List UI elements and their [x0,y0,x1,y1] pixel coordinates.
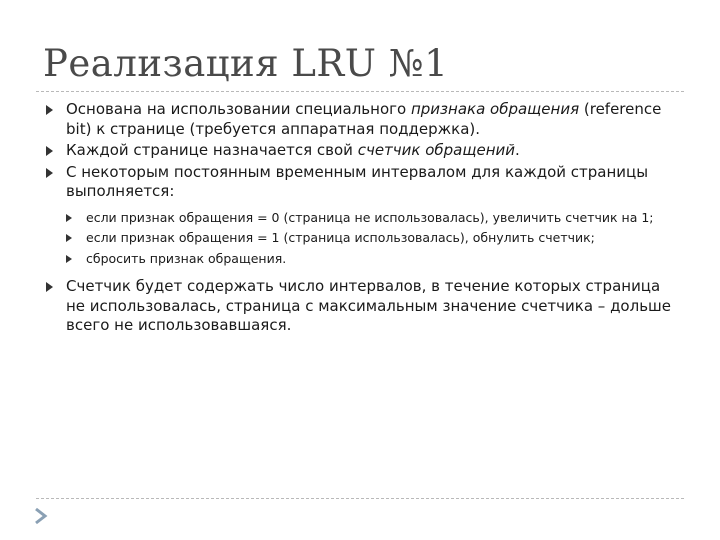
bullet-item-1 [44,100,684,139]
bullet-item-4 [44,277,684,336]
sub-bullet-item-1 [64,210,684,227]
chevron-corner-icon [33,506,49,526]
sub-bullet-text: если признак обращения = 0 (страница не использовалась), увеличить счетчик на 1; [86,209,654,225]
footer-divider [36,498,684,499]
bullet-text: Основана на использовании специального признака обращения (reference bit) к странице (требуется аппаратная поддержка). [66,100,662,138]
bullet-text: С некоторым постоянным временным интервалом для каждой страницы выполняется: [66,162,649,200]
bullet-text: Каждой странице назначается свой счетчик обращений. [66,141,520,159]
triangle-bullet-icon [46,146,53,156]
triangle-bullet-icon [66,214,72,222]
sub-bullet-list [44,210,684,268]
sub-bullet-item-3 [64,251,684,268]
sub-bullet-text: сбросить признак обращения. [86,250,287,266]
slide-content [44,100,684,338]
bullet-text: Счетчик будет содержать число интервалов, в течение которых страница не использовалась, страница с максимальным значение счетчика – дольше всего не использовавшаяся. [66,277,671,334]
bullet-item-3 [44,163,684,202]
title-divider [36,91,684,92]
sub-bullet-text: если признак обращения = 1 (страница использовалась), обнулить счетчик; [86,230,595,245]
triangle-bullet-icon [46,105,53,115]
triangle-bullet-icon [46,282,53,292]
slide-title: Реализация LRU №1 [43,42,449,85]
bullet-item-2 [44,141,684,161]
sub-bullet-item-2 [64,230,684,247]
triangle-bullet-icon [66,255,72,263]
triangle-bullet-icon [66,234,72,242]
triangle-bullet-icon [46,168,53,178]
